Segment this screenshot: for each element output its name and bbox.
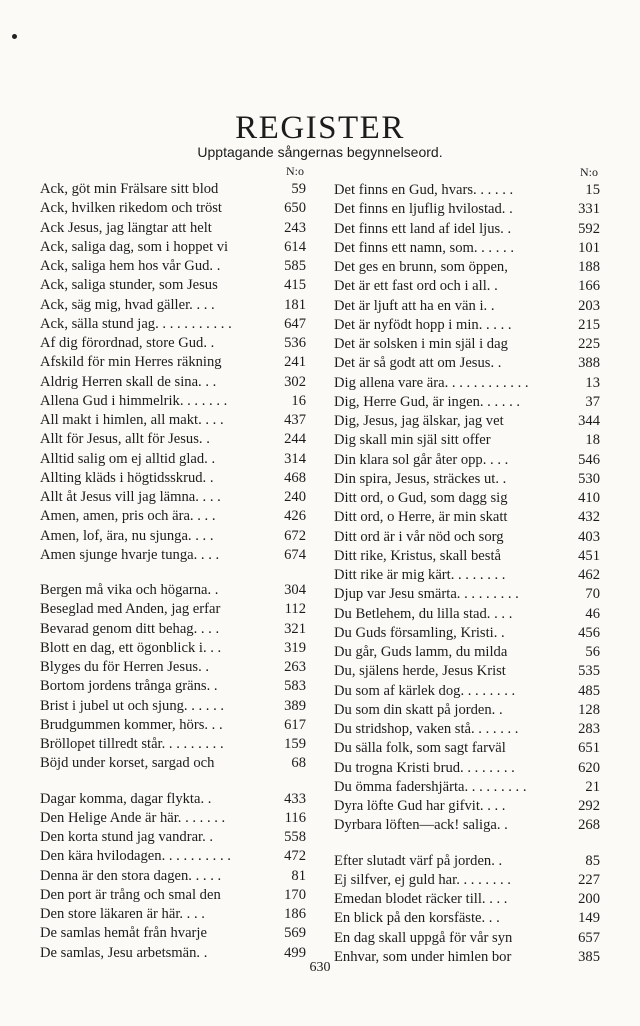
entry-first-line: Allt åt Jesus vill jag lämna. . . . bbox=[40, 489, 221, 505]
entry-hymn-number: 215 bbox=[578, 316, 600, 333]
entry-first-line: Ack Jesus, jag längtar att helt bbox=[40, 219, 212, 236]
entry-hymn-number: 18 bbox=[585, 432, 600, 449]
entry-first-line: Bröllopet tillredt står. . . . . . . . . bbox=[40, 736, 224, 752]
entry-hymn-number: 128 bbox=[578, 701, 600, 718]
entry-hymn-number: 585 bbox=[284, 258, 306, 274]
register-entry bbox=[334, 277, 600, 296]
entry-first-line: Dyra löfte Gud har gifvit. . . . bbox=[334, 798, 506, 814]
register-entry bbox=[334, 528, 600, 547]
entry-first-line: Det finns ett namn, som. . . . . . bbox=[334, 239, 514, 256]
register-entry bbox=[334, 547, 600, 566]
entry-hymn-number: 46 bbox=[585, 605, 600, 622]
entry-first-line: Dig, Jesus, jag älskar, jag vet bbox=[334, 413, 504, 429]
register-entry bbox=[334, 258, 600, 277]
entry-hymn-number: 410 bbox=[578, 490, 600, 506]
register-entry bbox=[334, 431, 600, 450]
entry-first-line: Brist i jubel ut och sjung. . . . . . bbox=[40, 697, 225, 714]
entry-first-line: Dagar komma, dagar flykta. . bbox=[40, 790, 212, 807]
entry-first-line: Din spira, Jesus, sträckes ut. . bbox=[334, 470, 507, 487]
entry-hymn-number: 16 bbox=[291, 392, 306, 409]
register-entry bbox=[40, 411, 306, 430]
register-entry bbox=[334, 566, 600, 585]
entry-hymn-number: 149 bbox=[578, 910, 600, 927]
entry-hymn-number: 462 bbox=[578, 567, 600, 583]
entry-hymn-number: 56 bbox=[585, 644, 600, 660]
entry-hymn-number: 243 bbox=[284, 219, 306, 236]
register-entry bbox=[40, 828, 306, 847]
entry-list bbox=[334, 181, 600, 967]
register-entry bbox=[334, 297, 600, 316]
entry-hymn-number: 70 bbox=[585, 586, 600, 603]
register-entry bbox=[334, 797, 600, 816]
register-entry bbox=[334, 316, 600, 335]
entry-hymn-number: 433 bbox=[284, 790, 306, 807]
entry-first-line: De samlas hemåt från hvarje bbox=[40, 925, 207, 942]
page-mark bbox=[12, 34, 17, 39]
entry-first-line: Amen, amen, pris och ära. . . . bbox=[40, 508, 216, 525]
entry-first-line: Du ömma fadershjärta. . . . . . . . . bbox=[334, 778, 527, 795]
entry-hymn-number: 536 bbox=[284, 335, 306, 351]
register-entry bbox=[334, 200, 600, 219]
entry-hymn-number: 81 bbox=[291, 867, 306, 884]
register-entry bbox=[40, 296, 306, 315]
register-entry bbox=[334, 739, 600, 758]
entry-first-line: Det finns en Gud, hvars. . . . . . bbox=[334, 182, 514, 198]
entry-first-line: Du som din skatt på jorden. . bbox=[334, 701, 503, 718]
register-entry bbox=[40, 809, 306, 828]
register-entry bbox=[334, 929, 600, 948]
register-entry bbox=[40, 620, 306, 639]
entry-first-line: Ack, hvilken rikedom och tröst bbox=[40, 200, 222, 217]
entry-hymn-number: 558 bbox=[284, 829, 306, 845]
entry-first-line: Bevarad genom ditt behag. . . . bbox=[40, 620, 220, 637]
register-entry bbox=[40, 219, 306, 238]
entry-first-line: Ej silfver, ej guld har. . . . . . . . bbox=[334, 871, 511, 888]
register-entry bbox=[40, 334, 306, 353]
entry-hymn-number: 319 bbox=[284, 639, 306, 656]
entry-hymn-number: 472 bbox=[284, 848, 306, 865]
entry-first-line: Du trogna Kristi brud. . . . . . . . bbox=[334, 759, 515, 776]
entry-first-line: Ack, saliga hem hos vår Gud. . bbox=[40, 258, 221, 274]
entry-hymn-number: 15 bbox=[585, 182, 600, 198]
entry-first-line: Det är ett fast ord och i all. . bbox=[334, 278, 498, 295]
entry-first-line: Blott en dag, ett ögonblick i. . . bbox=[40, 639, 222, 656]
entry-hymn-number: 389 bbox=[284, 697, 306, 714]
entry-first-line: Dig allena vare ära. . . . . . . . . . . . bbox=[334, 374, 529, 391]
entry-first-line: Amen, lof, ära, nu sjunga. . . . bbox=[40, 527, 214, 544]
register-entry bbox=[40, 507, 306, 526]
entry-hymn-number: 569 bbox=[284, 925, 306, 942]
entry-first-line: Bortom jordens trånga gräns. . bbox=[40, 678, 218, 695]
entry-first-line: Beseglad med Anden, jag erfar bbox=[40, 601, 221, 618]
register-entry bbox=[334, 890, 600, 909]
register-entry bbox=[334, 508, 600, 527]
group-separator bbox=[334, 836, 600, 852]
entry-hymn-number: 456 bbox=[578, 624, 600, 641]
register-entry bbox=[334, 354, 600, 373]
entry-hymn-number: 188 bbox=[578, 259, 600, 275]
entry-first-line: Den Helige Ande är här. . . . . . . bbox=[40, 809, 226, 826]
entry-first-line: Det är ljuft att ha en vän i. . bbox=[334, 297, 495, 314]
entry-first-line: Du går, Guds lamm, du milda bbox=[334, 644, 508, 660]
entry-first-line: Dyrbara löften—ack! saliga. . bbox=[334, 817, 508, 834]
register-entry bbox=[40, 353, 306, 372]
register-column-left bbox=[40, 162, 306, 963]
entry-hymn-number: 68 bbox=[291, 755, 306, 772]
register-entry bbox=[40, 315, 306, 334]
entry-hymn-number: 650 bbox=[284, 200, 306, 217]
page-number: 630 bbox=[309, 960, 331, 975]
entry-first-line: Du Betlehem, du lilla stad. . . . bbox=[334, 605, 513, 622]
register-entry bbox=[334, 624, 600, 643]
register-entry bbox=[334, 701, 600, 720]
register-entry bbox=[40, 488, 306, 507]
register-entry bbox=[40, 639, 306, 658]
register-entry bbox=[40, 658, 306, 677]
register-entry bbox=[334, 489, 600, 508]
register-entry bbox=[334, 585, 600, 604]
register-entry bbox=[40, 180, 306, 199]
number-header: N:o bbox=[286, 164, 304, 178]
entry-hymn-number: 468 bbox=[284, 469, 306, 486]
entry-first-line: Ack, säg mig, hvad gäller. . . . bbox=[40, 296, 215, 313]
register-entry bbox=[40, 257, 306, 276]
register-entry bbox=[334, 643, 600, 662]
entry-hymn-number: 620 bbox=[578, 759, 600, 776]
entry-first-line: Det är solsken i min själ i dag bbox=[334, 336, 508, 352]
entry-first-line: Bergen må vika och högarna. . bbox=[40, 582, 219, 598]
entry-hymn-number: 403 bbox=[578, 528, 600, 545]
register-entry bbox=[40, 527, 306, 546]
entry-hymn-number: 546 bbox=[578, 451, 600, 468]
entry-first-line: Dig, Herre Gud, är ingen. . . . . . bbox=[334, 393, 521, 410]
register-entry bbox=[40, 276, 306, 295]
entry-hymn-number: 101 bbox=[578, 239, 600, 256]
entry-first-line: Ditt ord, o Gud, som dagg sig bbox=[334, 490, 508, 506]
entry-hymn-number: 186 bbox=[284, 906, 306, 922]
entry-first-line: Ack, sälla stund jag. . . . . . . . . . . bbox=[40, 315, 232, 332]
entry-hymn-number: 592 bbox=[578, 220, 600, 237]
entry-first-line: Aldrig Herren skall de sina. . . bbox=[40, 373, 217, 390]
entry-hymn-number: 181 bbox=[284, 296, 306, 313]
entry-first-line: Det är nyfödt hopp i min. . . . . bbox=[334, 316, 512, 333]
entry-hymn-number: 200 bbox=[578, 891, 600, 907]
entry-hymn-number: 432 bbox=[578, 509, 600, 526]
entry-first-line: Ditt ord, o Herre, är min skatt bbox=[334, 509, 508, 526]
entry-hymn-number: 314 bbox=[284, 450, 306, 467]
entry-first-line: Den store läkaren är här. . . . bbox=[40, 906, 205, 922]
entry-first-line: Ack, saliga stunder, som Jesus bbox=[40, 277, 218, 294]
entry-first-line: En dag skall uppgå för vår syn bbox=[334, 929, 513, 946]
group-separator bbox=[40, 774, 306, 790]
entry-first-line: Du Guds församling, Kristi. . bbox=[334, 624, 505, 641]
entry-first-line: Allena Gud i himmelrik. . . . . . . bbox=[40, 392, 228, 409]
entry-hymn-number: 331 bbox=[578, 201, 600, 218]
register-entry bbox=[40, 905, 306, 924]
register-entry bbox=[40, 886, 306, 905]
entry-first-line: Den korta stund jag vandrar. . bbox=[40, 829, 214, 845]
page-title: REGISTER bbox=[235, 110, 405, 147]
register-entry bbox=[334, 374, 600, 393]
entry-first-line: Af dig förordnad, store Gud. . bbox=[40, 335, 215, 351]
entry-hymn-number: 583 bbox=[284, 678, 306, 695]
entry-hymn-number: 657 bbox=[578, 929, 600, 946]
entry-hymn-number: 263 bbox=[284, 659, 306, 675]
entry-hymn-number: 241 bbox=[284, 354, 306, 371]
entry-hymn-number: 268 bbox=[578, 817, 600, 834]
entry-hymn-number: 437 bbox=[284, 412, 306, 428]
entry-first-line: Efter slutadt värf på jorden. . bbox=[334, 852, 503, 869]
entry-hymn-number: 321 bbox=[284, 620, 306, 637]
entry-hymn-number: 344 bbox=[578, 413, 600, 429]
entry-first-line: Det är så godt att om Jesus. . bbox=[334, 355, 502, 372]
entry-hymn-number: 647 bbox=[284, 315, 306, 332]
register-entry bbox=[40, 790, 306, 809]
register-entry bbox=[334, 871, 600, 890]
entry-hymn-number: 170 bbox=[284, 886, 306, 903]
entry-hymn-number: 112 bbox=[284, 601, 306, 618]
entry-first-line: Du, själens herde, Jesus Krist bbox=[334, 663, 506, 680]
register-entry bbox=[40, 847, 306, 866]
register-entry bbox=[40, 392, 306, 411]
entry-hymn-number: 451 bbox=[578, 547, 600, 564]
register-entry bbox=[40, 581, 306, 600]
entry-hymn-number: 59 bbox=[291, 181, 306, 197]
entry-hymn-number: 426 bbox=[284, 508, 306, 525]
entry-hymn-number: 614 bbox=[284, 238, 306, 255]
register-entry bbox=[334, 852, 600, 871]
entry-hymn-number: 651 bbox=[578, 740, 600, 757]
entry-hymn-number: 21 bbox=[585, 778, 600, 795]
group-separator bbox=[40, 565, 306, 581]
entry-hymn-number: 203 bbox=[578, 297, 600, 314]
register-entry bbox=[334, 720, 600, 739]
entry-first-line: En blick på den korsfäste. . . bbox=[334, 910, 500, 927]
entry-list bbox=[40, 180, 306, 963]
register-entry bbox=[334, 412, 600, 431]
entry-first-line: Den kära hvilodagen. . . . . . . . . . bbox=[40, 848, 231, 865]
entry-first-line: Du stridshop, vaken stå. . . . . . . bbox=[334, 721, 519, 737]
register-entry bbox=[40, 238, 306, 257]
entry-hymn-number: 535 bbox=[578, 663, 600, 680]
entry-first-line: Ditt rike, Kristus, skall bestå bbox=[334, 547, 501, 564]
entry-first-line: Du som af kärlek dog. . . . . . . . bbox=[334, 682, 516, 699]
number-header: N:o bbox=[580, 165, 598, 179]
register-entry bbox=[334, 605, 600, 624]
entry-first-line: Din klara sol går åter opp. . . . bbox=[334, 451, 509, 468]
entry-hymn-number: 85 bbox=[585, 852, 600, 869]
entry-hymn-number: 302 bbox=[284, 373, 306, 390]
register-entry bbox=[334, 909, 600, 928]
entry-first-line: Den port är trång och smal den bbox=[40, 886, 221, 903]
entry-hymn-number: 672 bbox=[284, 527, 306, 544]
entry-hymn-number: 617 bbox=[284, 716, 306, 733]
register-entry bbox=[334, 220, 600, 239]
register-entry bbox=[334, 239, 600, 258]
entry-hymn-number: 13 bbox=[585, 374, 600, 391]
register-entry bbox=[334, 662, 600, 681]
register-entry bbox=[40, 697, 306, 716]
register-entry bbox=[40, 430, 306, 449]
entry-hymn-number: 225 bbox=[578, 336, 600, 352]
register-entry bbox=[40, 754, 306, 773]
register-entry bbox=[334, 181, 600, 200]
register-entry bbox=[334, 393, 600, 412]
entry-first-line: Blyges du för Herren Jesus. . bbox=[40, 659, 210, 675]
entry-first-line: Djup var Jesu smärta. . . . . . . . . bbox=[334, 586, 519, 603]
register-entry bbox=[334, 816, 600, 835]
entry-hymn-number: 674 bbox=[284, 546, 306, 563]
register-entry bbox=[40, 469, 306, 488]
entry-hymn-number: 385 bbox=[578, 948, 600, 965]
entry-first-line: Enhvar, som under himlen bor bbox=[334, 948, 512, 965]
register-entry bbox=[334, 470, 600, 489]
entry-hymn-number: 116 bbox=[284, 809, 306, 826]
register-entry bbox=[40, 716, 306, 735]
register-entry bbox=[40, 600, 306, 619]
entry-first-line: Denna är den stora dagen. . . . . bbox=[40, 867, 222, 884]
entry-hymn-number: 530 bbox=[578, 470, 600, 487]
entry-hymn-number: 485 bbox=[578, 682, 600, 699]
entry-hymn-number: 292 bbox=[578, 798, 600, 814]
register-entry bbox=[334, 778, 600, 797]
register-column-right bbox=[334, 163, 600, 967]
register-entry bbox=[40, 450, 306, 469]
entry-hymn-number: 304 bbox=[284, 582, 306, 598]
entry-first-line: Alltid salig om ej alltid glad. . bbox=[40, 450, 216, 467]
register-entry bbox=[40, 546, 306, 565]
entry-first-line: Det finns ett land af idel ljus. . bbox=[334, 220, 512, 237]
entry-hymn-number: 499 bbox=[284, 944, 306, 961]
entry-first-line: Ditt rike är mig kärt. . . . . . . . bbox=[334, 567, 506, 583]
entry-first-line: Det finns en ljuflig hvilostad. . bbox=[334, 201, 513, 218]
entry-first-line: Amen sjunge hvarje tunga. . . . bbox=[40, 546, 220, 563]
register-entry bbox=[334, 451, 600, 470]
entry-first-line: All makt i himlen, all makt. . . . bbox=[40, 412, 224, 428]
entry-hymn-number: 37 bbox=[585, 393, 600, 410]
entry-first-line: Du sälla folk, som sagt farväl bbox=[334, 740, 506, 757]
entry-first-line: Ack, saliga dag, som i hoppet vi bbox=[40, 238, 229, 255]
register-entry bbox=[334, 682, 600, 701]
entry-first-line: Afskild för min Herres räkning bbox=[40, 354, 222, 371]
entry-hymn-number: 227 bbox=[578, 871, 600, 888]
register-entry bbox=[334, 759, 600, 778]
entry-hymn-number: 159 bbox=[284, 736, 306, 752]
register-entry bbox=[40, 735, 306, 754]
entry-hymn-number: 283 bbox=[578, 721, 600, 737]
entry-first-line: De samlas, Jesu arbetsmän. . bbox=[40, 944, 208, 961]
entry-first-line: Böjd under korset, sargad och bbox=[40, 755, 215, 772]
register-entry bbox=[40, 867, 306, 886]
entry-first-line: Emedan blodet räcker till. . . . bbox=[334, 891, 508, 907]
entry-first-line: Det ges en brunn, som öppen, bbox=[334, 259, 508, 275]
entry-first-line: Brudgummen kommer, hörs. . . bbox=[40, 716, 223, 733]
entry-hymn-number: 388 bbox=[578, 355, 600, 372]
entry-hymn-number: 166 bbox=[578, 278, 600, 295]
entry-first-line: Dig skall min själ sitt offer bbox=[334, 432, 491, 449]
register-entry bbox=[40, 924, 306, 943]
entry-first-line: Allt för Jesus, allt för Jesus. . bbox=[40, 431, 210, 448]
entry-first-line: Allting kläds i högtidsskrud. . bbox=[40, 469, 214, 486]
register-entry bbox=[40, 373, 306, 392]
page-subtitle: Upptagande sångernas begynnelseord. bbox=[197, 144, 443, 160]
entry-hymn-number: 244 bbox=[284, 431, 306, 448]
register-entry bbox=[334, 335, 600, 354]
entry-first-line: Ditt ord är i vår nöd och sorg bbox=[334, 528, 504, 545]
entry-hymn-number: 415 bbox=[284, 277, 306, 294]
register-entry bbox=[40, 677, 306, 696]
register-entry bbox=[40, 199, 306, 218]
entry-hymn-number: 240 bbox=[284, 489, 306, 505]
entry-first-line: Ack, göt min Frälsare sitt blod bbox=[40, 181, 219, 197]
